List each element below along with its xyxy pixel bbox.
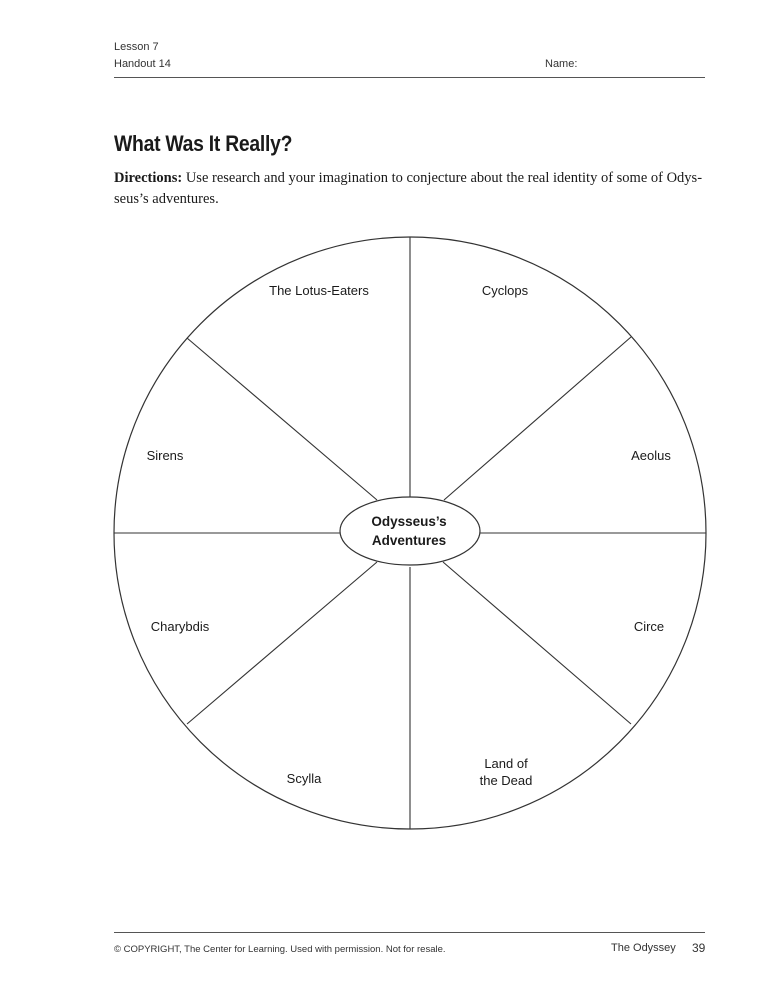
spoke-lower-left xyxy=(187,562,377,724)
name-field-label: Name: xyxy=(545,58,578,70)
center-label-line1: Odysseus’s xyxy=(371,514,447,529)
copyright-notice: © COPYRIGHT, The Center for Learning. Used with permission. Not for resale. xyxy=(114,944,446,955)
segment-charybdis-label: Charybdis xyxy=(150,619,210,634)
footer-divider xyxy=(114,932,705,933)
spoke-upper-right xyxy=(444,337,631,500)
segment-land-of-dead-label-line2: the Dead xyxy=(479,773,533,788)
segment-aeolus-label: Aeolus xyxy=(631,448,671,463)
lesson-number: Lesson 7 xyxy=(114,41,159,53)
center-ellipse xyxy=(340,497,480,565)
handout-number: Handout 14 xyxy=(114,58,171,70)
segment-lotus-eaters-label: The Lotus-Eaters xyxy=(269,283,369,298)
directions-body-line2: seus’s adventures. xyxy=(114,191,219,207)
center-label-line2: Adventures xyxy=(371,533,447,548)
book-title: The Odyssey xyxy=(611,942,676,954)
spoke-lower-right xyxy=(443,562,631,724)
segment-land-of-dead-label-line1: Land of xyxy=(484,756,528,771)
page-number: 39 xyxy=(692,941,706,955)
page-title: What Was It Really? xyxy=(114,131,293,156)
directions-body-line1: Use research and your imagination to conjecture about the real identity of some of Odys- xyxy=(182,170,703,186)
segment-scylla-label: Scylla xyxy=(286,771,322,786)
segment-cyclops-label: Cyclops xyxy=(481,283,529,298)
segment-circe-label: Circe xyxy=(633,619,665,634)
spoke-upper-left xyxy=(187,338,377,500)
segment-sirens-label: Sirens xyxy=(146,448,184,463)
directions-label: Directions: xyxy=(114,170,183,186)
